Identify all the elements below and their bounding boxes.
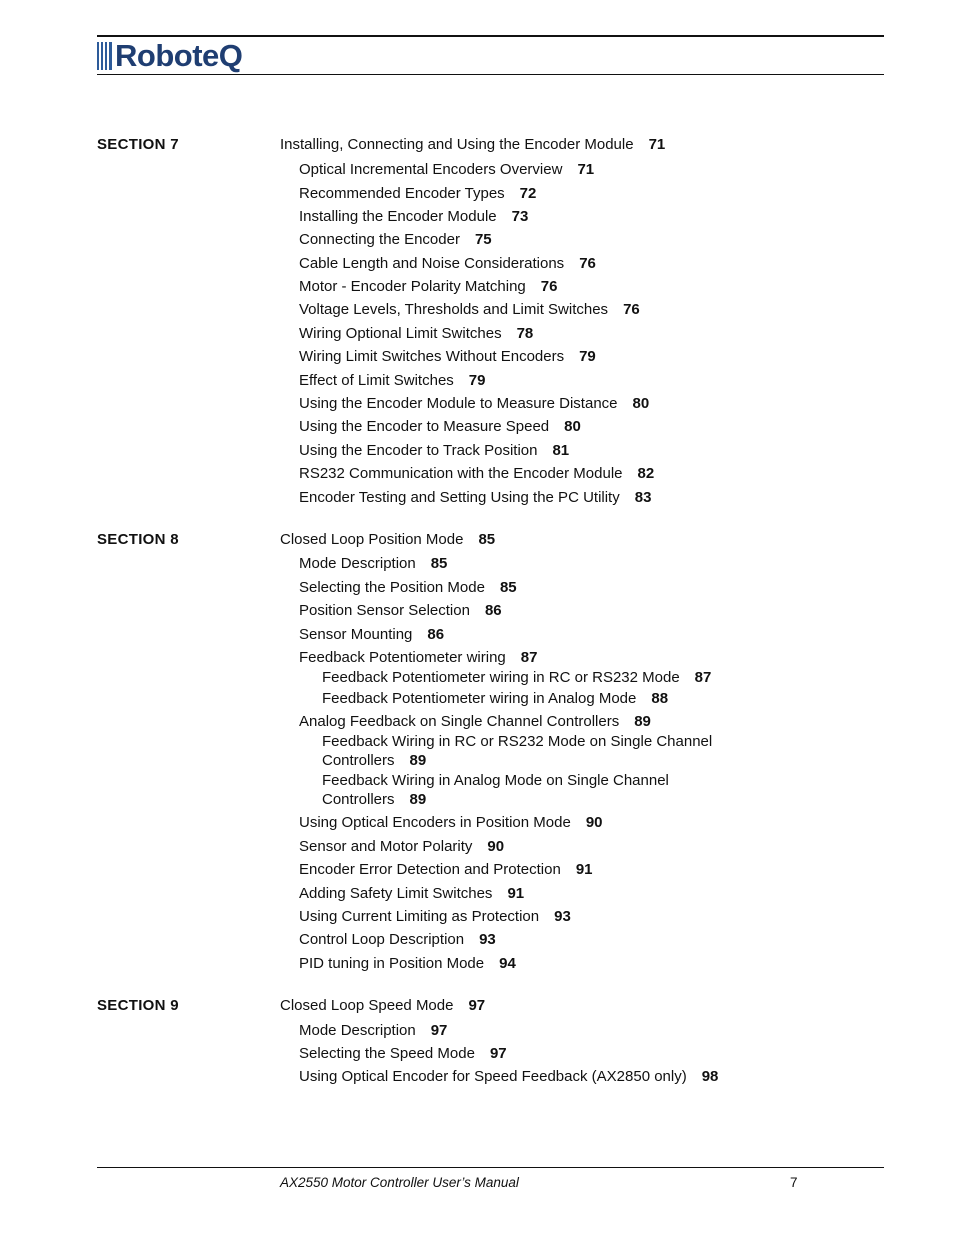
logo-wordmark: RoboteQ — [115, 38, 243, 73]
toc-entry[interactable]: Position Sensor Selection 86 — [299, 602, 502, 619]
toc-entry[interactable]: PID tuning in Position Mode 94 — [299, 955, 516, 972]
page-number: 76 — [623, 301, 640, 318]
page-number: 85 — [430, 555, 448, 572]
toc-entry[interactable]: Using the Encoder to Track Position 81 — [299, 442, 570, 459]
toc-entry[interactable]: Voltage Levels, Thresholds and Limit Switches 76 — [299, 301, 640, 318]
roboteq-logo — [97, 40, 242, 72]
section-label: SECTION 8 — [97, 531, 179, 548]
toc-entry[interactable]: Analog Feedback on Single Channel Controllers 89 — [299, 713, 651, 730]
toc-entry[interactable]: Motor - Encoder Polarity Matching 76 — [299, 278, 558, 295]
page-number: 98 — [701, 1068, 719, 1085]
toc-entry[interactable]: Sensor Mounting 86 — [299, 626, 445, 643]
toc-entry[interactable]: Effect of Limit Switches 79 — [299, 372, 486, 389]
toc-entry[interactable]: Mode Description 97 — [299, 1022, 448, 1039]
page-number: 73 — [511, 208, 529, 225]
footer-page-number: 7 — [790, 1175, 798, 1190]
footer-rule — [97, 1167, 884, 1168]
toc-entry[interactable]: Encoder Error Detection and Protection 91 — [299, 861, 593, 878]
page-number: 94 — [499, 955, 516, 972]
toc-entry[interactable]: Encoder Testing and Setting Using the PC Utility 83 — [299, 489, 652, 506]
section-title[interactable]: Installing, Connecting and Using the Encoder Module 71 — [280, 136, 666, 153]
toc-entry[interactable]: Installing the Encoder Module 73 — [299, 208, 529, 225]
page-number: 91 — [507, 885, 525, 902]
toc-subentry-continued[interactable]: Controllers 89 — [322, 791, 427, 808]
toc-entry[interactable]: Recommended Encoder Types 72 — [299, 185, 537, 202]
toc-entry[interactable]: Using Current Limiting as Protection 93 — [299, 908, 571, 925]
page-number: 97 — [430, 1022, 448, 1039]
toc-entry[interactable]: Wiring Optional Limit Switches 78 — [299, 325, 534, 342]
page-number: 75 — [474, 231, 492, 248]
toc-entry[interactable]: Wiring Limit Switches Without Encoders 79 — [299, 348, 596, 365]
page-number: 86 — [427, 626, 445, 643]
section-title[interactable]: Closed Loop Position Mode 85 — [280, 531, 496, 548]
footer-manual-title: AX2550 Motor Controller User’s Manual — [280, 1175, 519, 1190]
page-number: 78 — [516, 325, 534, 342]
toc-entry[interactable]: Connecting the Encoder 75 — [299, 231, 492, 248]
page-number: 79 — [579, 348, 596, 365]
page-number: 82 — [637, 465, 655, 482]
toc-entry[interactable]: Selecting the Position Mode 85 — [299, 579, 517, 596]
toc-entry[interactable]: RS232 Communication with the Encoder Module 82 — [299, 465, 655, 482]
toc-entry[interactable]: Feedback Potentiometer wiring 87 — [299, 649, 538, 666]
toc-subentry[interactable]: Feedback Potentiometer wiring in RC or RS232 Mode 87 — [322, 669, 712, 686]
toc-entry[interactable]: Sensor and Motor Polarity 90 — [299, 838, 505, 855]
toc-entry[interactable]: Using Optical Encoder for Speed Feedback (AX2850 only) 98 — [299, 1068, 719, 1085]
page-number: 85 — [478, 531, 496, 548]
logo-bars-icon — [97, 42, 112, 70]
section-label: SECTION 9 — [97, 997, 179, 1014]
page-number: 71 — [577, 161, 595, 178]
page-number: 76 — [579, 255, 596, 272]
toc-entry[interactable]: Using Optical Encoders in Position Mode 90 — [299, 814, 603, 831]
page-number: 83 — [634, 489, 652, 506]
toc-entry[interactable]: Selecting the Speed Mode 97 — [299, 1045, 507, 1062]
page-number: 89 — [409, 752, 427, 769]
toc-entry[interactable]: Using the Encoder Module to Measure Distance 80 — [299, 395, 650, 412]
toc-entry[interactable]: Cable Length and Noise Considerations 76 — [299, 255, 596, 272]
page-number: 93 — [554, 908, 571, 925]
page-number: 79 — [468, 372, 486, 389]
page-number: 88 — [651, 690, 669, 707]
page-number: 85 — [499, 579, 517, 596]
page-number: 89 — [409, 791, 427, 808]
toc-entry[interactable]: Using the Encoder to Measure Speed 80 — [299, 418, 581, 435]
section-title[interactable]: Closed Loop Speed Mode 97 — [280, 997, 486, 1014]
top-rule — [97, 35, 884, 37]
page-number: 87 — [520, 649, 538, 666]
page-number: 71 — [648, 136, 666, 153]
page-number: 97 — [468, 997, 486, 1014]
toc-subentry[interactable]: Feedback Wiring in RC or RS232 Mode on Single Channel — [322, 733, 713, 750]
toc-subentry[interactable]: Feedback Potentiometer wiring in Analog Mode 88 — [322, 690, 669, 707]
page-number: 93 — [479, 931, 496, 948]
page-number: 90 — [487, 838, 505, 855]
toc-entry[interactable]: Mode Description 85 — [299, 555, 448, 572]
header-rule — [97, 74, 884, 75]
page-number: 90 — [585, 814, 603, 831]
page-number: 81 — [552, 442, 570, 459]
page-number: 97 — [489, 1045, 507, 1062]
page-number: 86 — [484, 602, 502, 619]
toc-subentry[interactable]: Feedback Wiring in Analog Mode on Single Channel — [322, 772, 669, 789]
toc-subentry-continued[interactable]: Controllers 89 — [322, 752, 427, 769]
toc-entry[interactable]: Optical Incremental Encoders Overview 71 — [299, 161, 595, 178]
page-number: 87 — [694, 669, 712, 686]
page-number: 72 — [519, 185, 537, 202]
toc-entry[interactable]: Control Loop Description 93 — [299, 931, 496, 948]
page-number: 76 — [540, 278, 558, 295]
page-number: 80 — [564, 418, 581, 435]
section-label: SECTION 7 — [97, 136, 179, 153]
page-number: 80 — [632, 395, 650, 412]
toc-entry[interactable]: Adding Safety Limit Switches 91 — [299, 885, 525, 902]
page-number: 89 — [634, 713, 651, 730]
page-number: 91 — [575, 861, 593, 878]
